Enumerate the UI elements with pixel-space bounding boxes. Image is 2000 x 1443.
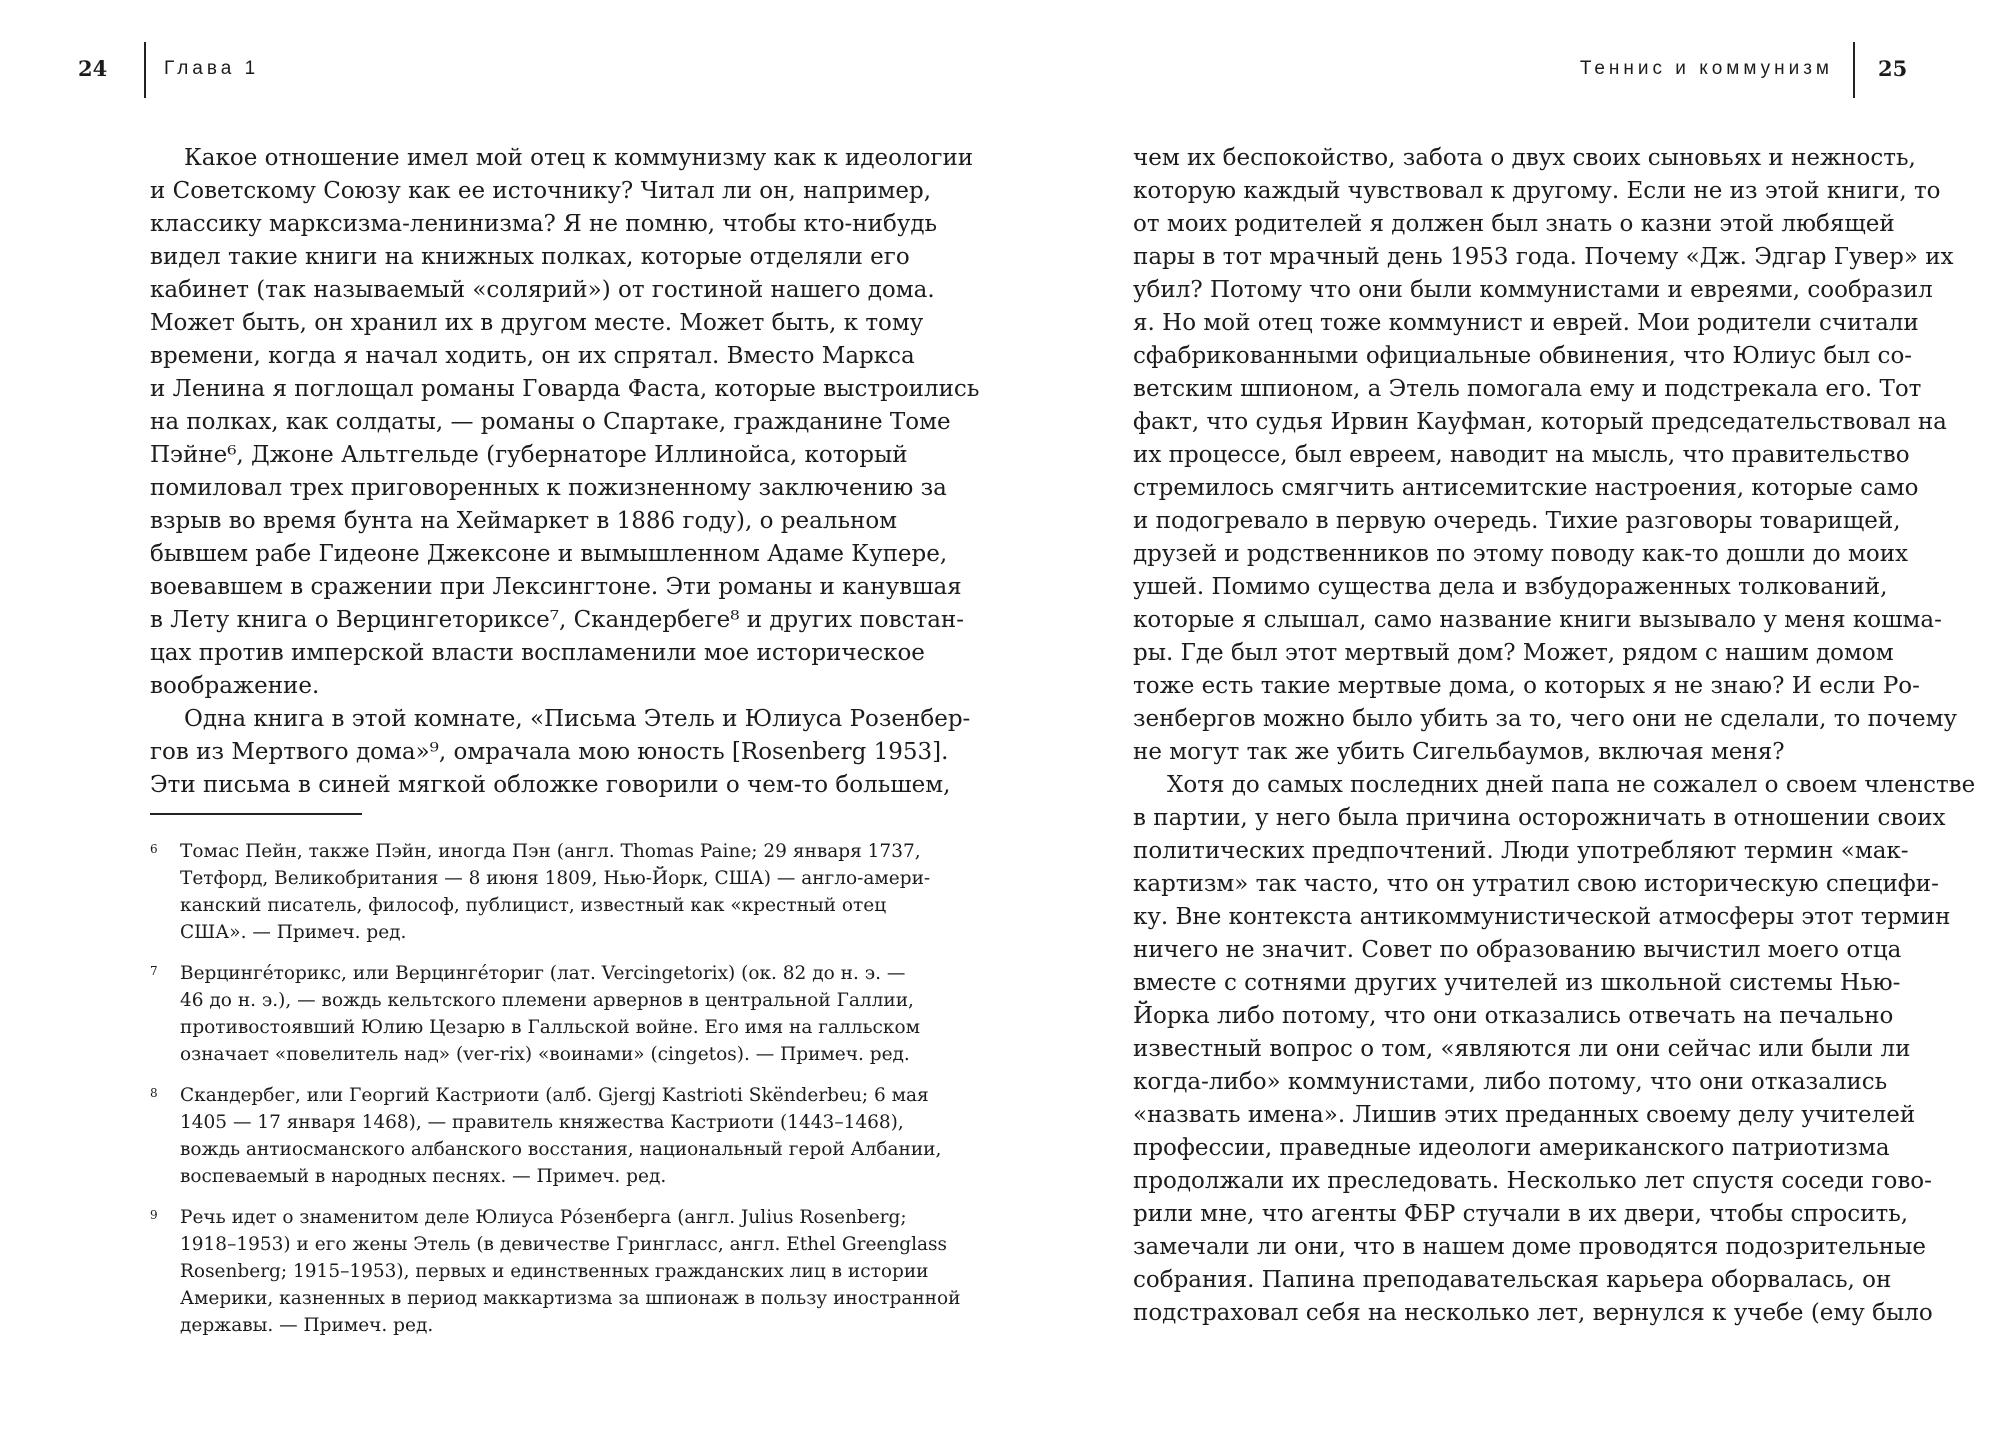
footnote-line: означает «повелитель над» (ver-rix) «воинами» (cingetos). — Примеч. ред. [180,1044,910,1065]
text-line: стремилось смягчить антисемитские настроения, которые само [1133,475,1919,501]
text-line: ничего не значит. Совет по образованию вычистил моего отца [1133,937,1902,963]
text-line: цах против имперской власти воспламенили мое историческое [150,640,925,666]
footnote-line: Rosenberg; 1915–1953), первых и единственных гражданских лиц в истории [180,1261,929,1282]
text-line: в Лету книга о Верцингеториксе⁷, Скандербеге⁸ и других повстан- [150,607,965,633]
footnote-line: Верцинге́торикс, или Верцинге́ториг (лат. Vercingetorix) (ок. 82 до н. э. — [180,963,906,984]
header-rule [1853,42,1855,98]
text-line: которую каждый чувствовал к другому. Если не из этой книги, то [1133,178,1941,204]
text-line: Йорка либо потому, что они отказались отвечать на печально [1133,1003,1894,1029]
footnote [150,960,920,1068]
footnote-line: воспеваемый в народных песнях. — Примеч. ред. [180,1166,667,1187]
text-line: от моих родителей я должен был знать о казни этой любящей [1133,211,1895,237]
text-line: ушей. Помимо существа дела и взбудораженных толкований, [1133,574,1888,600]
footnote-line: США». — Примеч. ред. [180,922,407,943]
text-line: тоже есть такие мертвые дома, о которых я не знаю? И если Ро- [1133,673,1920,699]
body-text [1133,142,1976,1330]
text-line: кабинет (так называемый «солярий») от гостиной нашего дома. [150,277,935,303]
text-line: вместе с сотнями других учителей из школьной системы Нью- [1133,970,1901,996]
right-page [1000,0,2000,1443]
header-rule [144,42,146,98]
text-line: классику марксизма-ленинизма? Я не помню, чтобы кто-нибудь [150,211,938,237]
text-line: подстраховал себя на несколько лет, вернулся к учебе (ему было [1133,1300,1933,1326]
text-line: замечали ли они, что в нашем доме проводятся подозрительные [1133,1234,1927,1260]
footnotes [150,838,961,1353]
text-line: друзей и родственников по этому поводу как-то дошли до моих [1133,541,1908,567]
text-line: и Ленина я поглощал романы Говарда Фаста, которые выстроились [150,376,980,402]
text-line: профессии, праведные идеологи американского патриотизма [1133,1135,1890,1161]
text-line: Может быть, он хранил их в другом месте. Может быть, к тому [150,310,924,336]
text-line: воевавшем в сражении при Лексингтоне. Эти романы и канувшая [150,574,962,600]
footnote-line: Скандербег, или Георгий Кастриоти (алб. Gjergj Kastrioti Skënderbeu; 6 мая [180,1085,929,1106]
footnote-line: вождь антиосманского албанского восстания, национальный герой Албании, [180,1139,942,1160]
text-line: политических предпочтений. Люди употребляют термин «мак- [1133,838,1909,864]
text-line: на полках, как солдаты, — романы о Спартаке, гражданине Томе [150,409,951,435]
footnote-line: 46 до н. э.), — вождь кельтского племени арвернов в центральной Галлии, [180,990,914,1011]
text-line: «назвать имена». Лишив этих преданных своему делу учителей [1133,1102,1916,1128]
text-line: чем их беспокойство, забота о двух своих сыновьях и нежность, [1133,145,1916,171]
footnote-line: 1918–1953) и его жены Этель (в девичестве Грингласс, англ. Ethel Greenglass [180,1234,948,1255]
text-line: рили мне, что агенты ФБР стучали в их двери, чтобы спросить, [1133,1201,1909,1227]
text-line: Какое отношение имел мой отец к коммунизму как к идеологии [184,145,974,171]
text-line: и подогревало в первую очередь. Тихие разговоры товарищей, [1133,508,1901,534]
footnote-line: Тетфорд, Великобритания — 8 июня 1809, Нью-Йорк, США) — англо-амери- [180,868,931,889]
text-line: собрания. Папина преподавательская карьера оборвалась, он [1133,1267,1892,1293]
footnote-rule [150,813,362,815]
text-line: убил? Потому что они были коммунистами и евреями, сообразил [1133,277,1933,303]
text-line: Пэйне⁶, Джоне Альтгельде (губернаторе Иллинойса, который [150,442,908,468]
text-line: картизм» так часто, что он утратил свою историческую специфи- [1133,871,1939,897]
text-line: ры. Где был этот мертвый дом? Может, рядом с нашим домом [1133,640,1894,666]
text-line: ку. Вне контекста антикоммунистической атмосферы этот термин [1133,904,1951,930]
text-line: в партии, у него была причина осторожничать в отношении своих [1133,805,1946,831]
text-line: Хотя до самых последних дней папа не сожалел о своем членстве [1167,772,1976,798]
paragraph [150,142,980,703]
text-line: продолжали их преследовать. Несколько лет спустя соседи гово- [1133,1168,1932,1194]
text-line: не могут так же убить Сигельбаумов, включая меня? [1133,739,1785,765]
footnote-number: 6 [150,842,158,856]
text-line: я. Но мой отец тоже коммунист и еврей. Мои родители считали [1133,310,1919,336]
text-line: Эти письма в синей мягкой обложке говорили о чем-то большем, [150,772,951,798]
page-number: 24 [78,56,108,81]
text-line: факт, что судья Ирвин Кауфман, который председательствовал на [1133,409,1947,435]
footnote-line: Томас Пейн, также Пэйн, иногда Пэн (англ. Thomas Paine; 29 января 1737, [180,841,921,862]
footnote-number: 8 [150,1086,158,1100]
text-line: гов из Мертвого дома»⁹, омрачала мою юность [Rosenberg 1953]. [150,739,949,765]
footnote-line: державы. — Примеч. ред. [180,1315,434,1336]
running-head: Теннис и коммунизм [1579,58,1833,79]
footnote-line: противостоявший Юлию Цезарю в Галльской войне. Его имя на галльском [180,1017,920,1038]
footnote [150,838,931,946]
text-line: ветским шпионом, а Этель помогала ему и подстрекала его. Тот [1133,376,1922,402]
text-line: когда-либо» коммунистами, либо потому, что они отказались [1133,1069,1888,1095]
text-line: пары в тот мрачный день 1953 года. Почему «Дж. Эдгар Гувер» их [1133,244,1954,270]
text-line: их процессе, был евреем, наводит на мысль, что правительство [1133,442,1910,468]
footnote-number: 9 [150,1208,158,1222]
running-head: Глава 1 [164,58,260,79]
text-line: воображение. [150,673,320,699]
footnote-line: 1405 — 17 января 1468), — правитель княжества Кастриоти (1443–1468), [180,1112,904,1133]
body-text [150,142,980,802]
footnote-line: Речь идет о знаменитом деле Юлиуса Ро́зенберга (англ. Julius Rosenberg; [180,1207,907,1228]
footnote [150,1082,942,1190]
text-line: видел такие книги на книжных полках, которые отделяли его [150,244,910,270]
text-line: сфабрикованными официальные обвинения, что Юлиус был со- [1133,343,1913,369]
paragraph [1133,769,1976,1330]
text-line: Одна книга в этой комнате, «Письма Этель и Юлиуса Розенбер- [184,706,971,732]
footnote [150,1204,961,1339]
text-line: и Советскому Союзу как ее источнику? Читал ли он, например, [150,178,932,204]
footnote-line: канский писатель, философ, публицист, известный как «крестный отец [180,895,887,916]
text-line: помиловал трех приговоренных к пожизненному заключению за [150,475,947,501]
footnote-number: 7 [150,964,158,978]
text-line: которые я слышал, само название книги вызывало у меня кошма- [1133,607,1942,633]
text-line: зенбергов можно было убить за то, чего они не сделали, то почему [1133,706,1958,732]
text-line: бывшем рабе Гидеоне Джексоне и вымышленном Адаме Купере, [150,541,948,567]
text-line: взрыв во время бунта на Хеймаркет в 1886 году), о реальном [150,508,898,534]
paragraph [150,703,971,802]
page-number: 25 [1878,56,1908,81]
paragraph [1133,142,1958,769]
text-line: времени, когда я начал ходить, он их спрятал. Вместо Маркса [150,343,915,369]
text-line: известный вопрос о том, «являются ли они сейчас или были ли [1133,1036,1911,1062]
footnote-line: Америки, казненных в период маккартизма за шпионаж в пользу иностранной [180,1288,961,1309]
